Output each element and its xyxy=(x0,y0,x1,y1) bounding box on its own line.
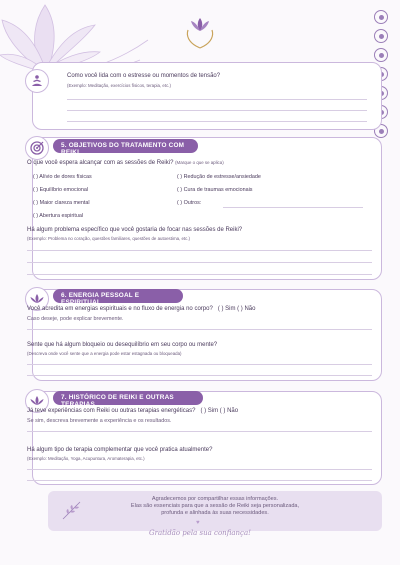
footer-line-2: Elas são essenciais para que a sessão de Reiki seja personalizada, xyxy=(130,503,300,510)
energy-belief-question xyxy=(27,306,255,312)
energy-belief-text: Você acredita em energias espirituais e no fluxo de energia no corpo? xyxy=(27,306,213,312)
meditation-icon-badge xyxy=(25,69,49,93)
answer-line[interactable] xyxy=(27,480,372,481)
section-history xyxy=(27,391,382,485)
specific-problem-hint: (Exemplo: Problema no coração, questões familiares, questões de autoestima, etc.) xyxy=(27,236,191,241)
option-spiritual-opening[interactable]: ( ) Abertura espiritual xyxy=(33,213,84,219)
leaf-branch-icon xyxy=(60,498,84,522)
others-input-line[interactable] xyxy=(223,207,363,208)
answer-line[interactable] xyxy=(27,375,372,376)
chakra-throat-icon xyxy=(374,48,388,62)
footer-line-1: Agradecemos por compartilhar essas informações. xyxy=(151,496,279,502)
answer-line[interactable] xyxy=(27,431,372,432)
answer-line[interactable] xyxy=(27,469,372,470)
answer-line[interactable] xyxy=(67,121,367,122)
meditation-icon xyxy=(30,74,44,88)
option-trauma-healing[interactable]: ( ) Cura de traumas emocionais xyxy=(177,187,253,193)
reiki-experience-sub: Se sim, descreva brevemente a experiência e os resultados. xyxy=(27,418,172,424)
specific-problem-question: Há algum problema específico que você gostaria de focar nas sessões de Reiki? xyxy=(27,227,243,233)
answer-line[interactable] xyxy=(67,110,367,111)
option-emotional-balance[interactable]: ( ) Equilíbrio emocional xyxy=(33,187,89,193)
section-energy xyxy=(27,289,382,381)
chakra-crown-icon xyxy=(374,10,388,24)
section-stress xyxy=(32,62,382,130)
lotus-icon xyxy=(30,395,44,407)
energy-belief-options[interactable]: ( ) Sim ( ) Não xyxy=(217,306,256,312)
complementary-therapy-question: Há algum tipo de terapia complementar que você pratica atualmente? xyxy=(27,447,213,453)
reiki-experience-options[interactable]: ( ) Sim ( ) Não xyxy=(200,408,239,414)
stress-hint: (Exemplo: Meditação, exercícios físicos, terapia, etc.) xyxy=(67,83,171,88)
reiki-experience-text: Já teve experiências com Reiki ou outras terapias energéticas? xyxy=(27,408,196,414)
option-pain-relief[interactable]: ( ) Alívio de dores físicas xyxy=(33,174,92,180)
section-header: 6. ENERGIA PESSOAL E ESPIRITUAL xyxy=(53,289,183,303)
objectives-question-text: O que você espera alcançar com as sessões de Reiki? xyxy=(27,160,174,166)
option-others[interactable]: ( ) Outros: xyxy=(177,200,202,206)
footer-message-box xyxy=(48,491,382,531)
blockage-question: Sente que há algum bloqueio ou desequilíbrio em seu corpo ou mente? xyxy=(27,342,218,348)
complementary-therapy-hint: (Exemplo: Meditação, Yoga, Acupuntura, Aromaterapia, etc.) xyxy=(27,456,145,461)
energy-belief-sub: Caso deseje, pode explicar brevemente. xyxy=(27,316,124,322)
objectives-question xyxy=(27,160,224,166)
answer-line[interactable] xyxy=(27,329,372,330)
section-objectives xyxy=(27,137,382,280)
lotus-icon xyxy=(30,293,44,305)
section-header: 7. HISTÓRICO DE REIKI E OUTRAS TERAPIAS xyxy=(53,391,203,405)
section-header: 5. OBJETIVOS DO TRATAMENTO COM REIKI xyxy=(53,139,198,153)
answer-line[interactable] xyxy=(27,274,372,275)
hands-lotus-icon xyxy=(180,12,220,52)
target-icon-badge xyxy=(25,136,49,160)
answer-line[interactable] xyxy=(67,99,367,100)
blockage-hint: (Descreva onde você sente que a energia pode estar estagnada ou bloqueada) xyxy=(27,351,182,356)
option-mental-clarity[interactable]: ( ) Maior clareza mental xyxy=(33,200,90,206)
heart-icon: ♥ xyxy=(196,520,200,526)
answer-line[interactable] xyxy=(27,364,372,365)
target-icon xyxy=(29,140,45,156)
stress-question: Como você lida com o estresse ou momentos de tensão? xyxy=(67,73,221,79)
option-stress-reduction[interactable]: ( ) Redução de estresse/ansiedade xyxy=(177,174,261,180)
footer-line-3: profunda e alinhada às suas necessidades. xyxy=(161,510,269,517)
objectives-question-hint: (Marque o que se aplica) xyxy=(175,160,224,165)
reiki-experience-question xyxy=(27,408,238,414)
answer-line[interactable] xyxy=(27,262,372,263)
answer-line[interactable] xyxy=(27,250,372,251)
thanks-signature: Gratidão pela sua confiança! xyxy=(149,529,251,537)
chakra-third-eye-icon xyxy=(374,29,388,43)
